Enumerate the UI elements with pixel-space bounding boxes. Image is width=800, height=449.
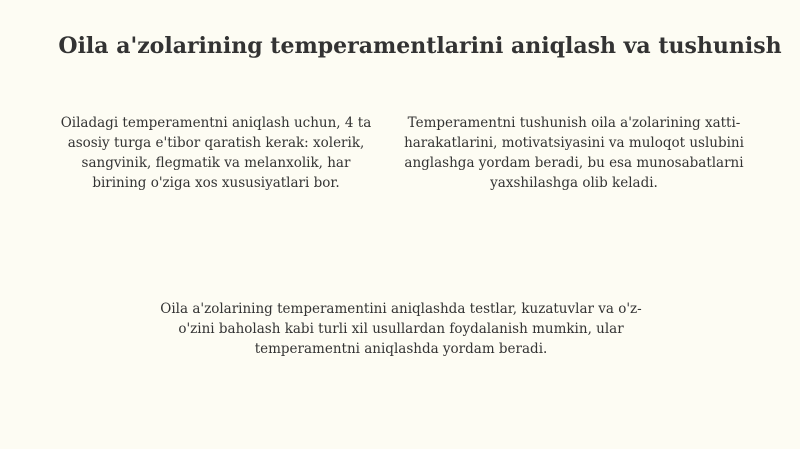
right-paragraph: Temperamentni tushunish oila a'zolarining xatti-harakatlarini, motivatsiyasini va muloqot uslubini anglashga yordam beradi, bu esa munosabatlarni yaxshilashga olib keladi. — [404, 115, 744, 191]
left-paragraph: Oiladagi temperamentni aniqlash uchun, 4 ta asosiy turga e'tibor qaratish kerak: xolerik, sangvinik, flegmatik va melanxolik, har birining o'ziga xos xususiyatlari bor. — [60, 115, 372, 191]
bottom-paragraph: Oila a'zolarining temperamentini aniqlashda testlar, kuzatuvlar va o'z-o'zini baholash kabi turli xil usullardan foydalanish mumkin, ular temperamentni aniqlashda yordam beradi. — [160, 301, 642, 357]
slide-title: Oila a'zolarining temperamentlarini aniqlash va tushunish — [58, 33, 782, 59]
